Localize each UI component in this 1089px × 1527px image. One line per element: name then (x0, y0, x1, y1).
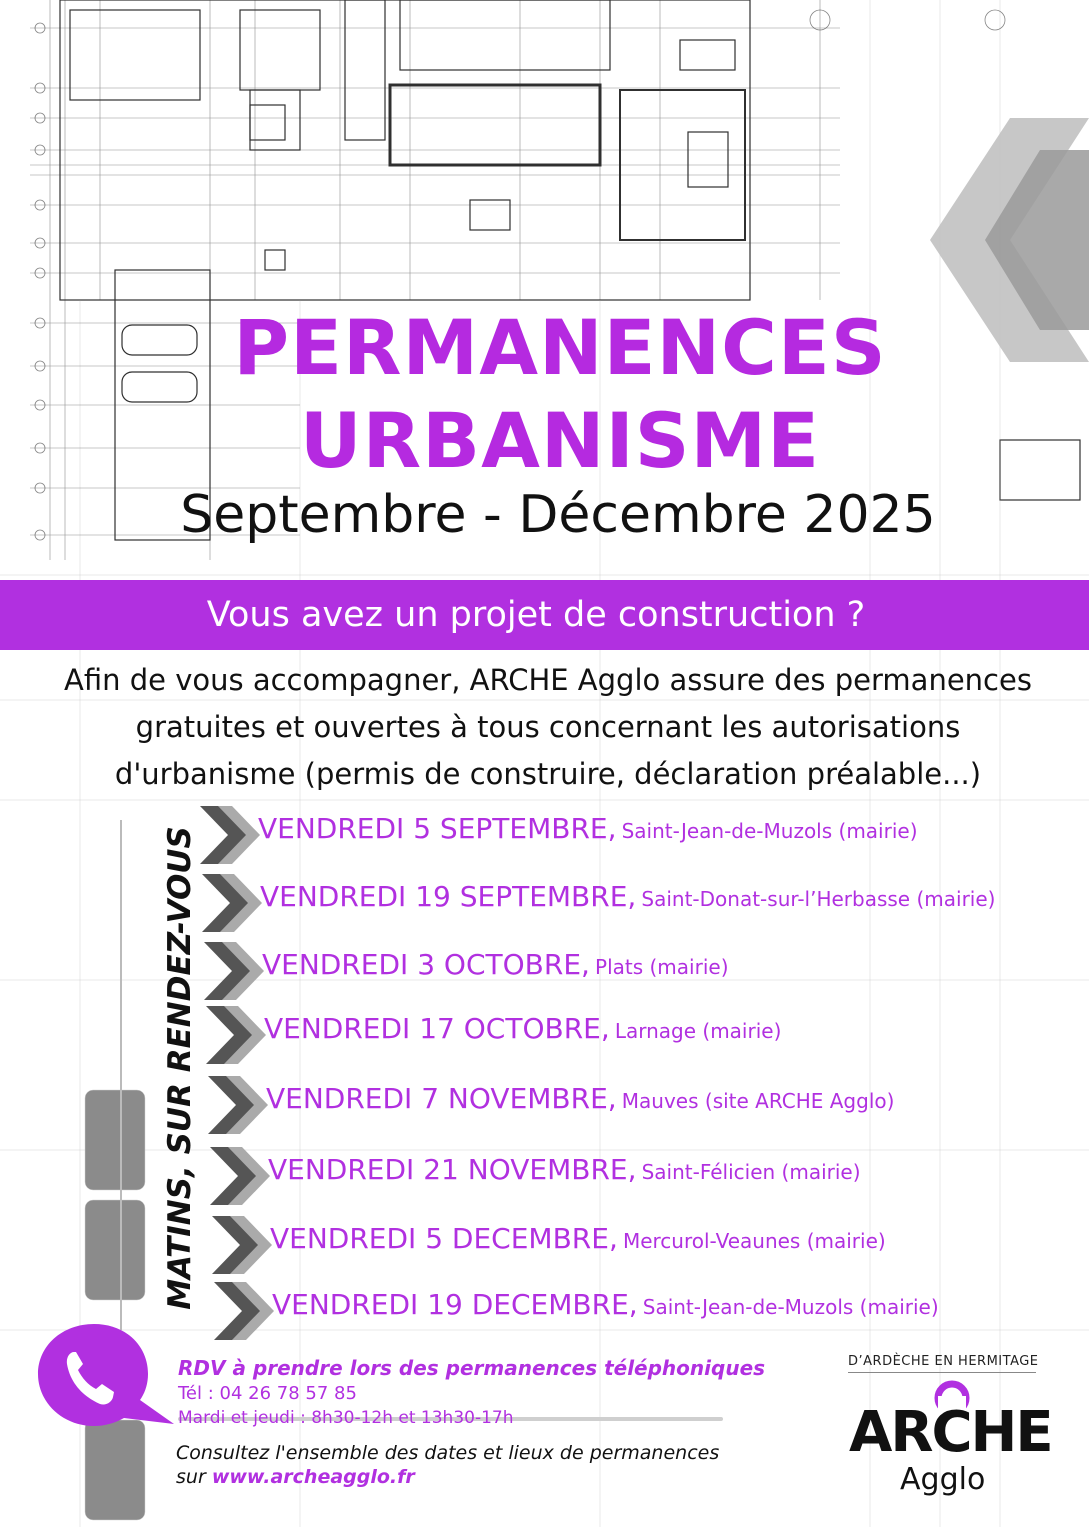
phone-hours: Mardi et jeudi : 8h30-12h et 13h30-17h (178, 1408, 514, 1428)
logo-name: ARCHE (849, 1400, 1052, 1465)
rdv-instruction: RDV à prendre lors des permanences téléphoniques (178, 1356, 766, 1380)
intro-line-2: gratuites et ouvertes à tous concernant les autorisations (135, 710, 961, 744)
date-item (270, 1222, 886, 1255)
date-day: VENDREDI 3 OCTOBRE, (262, 948, 590, 981)
date-item (266, 1082, 894, 1115)
consult-url-line (176, 1466, 415, 1488)
chevron-right-icon (210, 1147, 270, 1205)
date-item (260, 880, 995, 913)
date-day: VENDREDI 5 SEPTEMBRE, (258, 812, 617, 845)
date-day: VENDREDI 19 SEPTEMBRE, (260, 880, 637, 913)
date-item (262, 948, 729, 981)
date-place: Plats (mairie) (595, 955, 729, 979)
phone-icon (36, 1322, 176, 1430)
date-place: Larnage (mairie) (614, 1019, 782, 1043)
date-place: Saint-Jean-de-Muzols (mairie) (642, 1295, 939, 1319)
date-day: VENDREDI 21 NOVEMBRE, (268, 1153, 637, 1186)
date-place: Saint-Jean-de-Muzols (mairie) (621, 819, 918, 843)
date-place: Mauves (site ARCHE Agglo) (621, 1089, 895, 1113)
chevron-right-icon (212, 1216, 272, 1274)
title-line-2: URBANISME (299, 396, 821, 485)
date-day: VENDREDI 7 NOVEMBRE, (266, 1082, 617, 1115)
date-place: Saint-Félicien (mairie) (641, 1160, 861, 1184)
intro-line-1: Afin de vous accompagner, ARCHE Agglo assure des permanences (64, 663, 1032, 697)
chevron-right-icon (202, 874, 262, 932)
consult-text: Consultez l'ensemble des dates et lieux de permanences (176, 1442, 720, 1464)
chevron-right-icon (208, 1076, 268, 1134)
vertical-divider (120, 820, 164, 1330)
date-day: VENDREDI 5 DECEMBRE, (270, 1222, 618, 1255)
banner-question: Vous avez un projet de construction ? (206, 595, 866, 635)
logo-sub: Agglo (900, 1462, 986, 1497)
chevron-right-icon (200, 806, 260, 864)
phone-number: Tél : 04 26 78 57 85 (178, 1383, 357, 1404)
chevron-right-icon (204, 942, 264, 1000)
chevron-right-icon (206, 1006, 266, 1064)
date-day: VENDREDI 17 OCTOBRE, (264, 1012, 610, 1045)
intro-line-3: d'urbanisme (permis de construire, déclaration préalable...) (114, 757, 982, 791)
chevron-right-icon (214, 1282, 274, 1340)
date-item (258, 812, 918, 845)
period-subtitle: Septembre - Décembre 2025 (180, 485, 936, 545)
date-item (268, 1153, 861, 1186)
logo-tagline: D’ARDÈCHE EN HERMITAGE (848, 1354, 1039, 1369)
logo-rule (848, 1372, 1036, 1373)
consult-prefix: sur (176, 1466, 206, 1488)
vertical-label: MATINS, SUR RENDEZ-VOUS (162, 826, 198, 1310)
website-link[interactable]: www.archeagglo.fr (211, 1466, 415, 1488)
date-day: VENDREDI 19 DECEMBRE, (272, 1288, 638, 1321)
date-place: Saint-Donat-sur-l’Herbasse (mairie) (641, 887, 996, 911)
date-item (272, 1288, 939, 1321)
date-place: Mercurol-Veaunes (mairie) (622, 1229, 886, 1253)
date-item (264, 1012, 781, 1045)
title-line-1: PERMANENCES (233, 303, 887, 392)
